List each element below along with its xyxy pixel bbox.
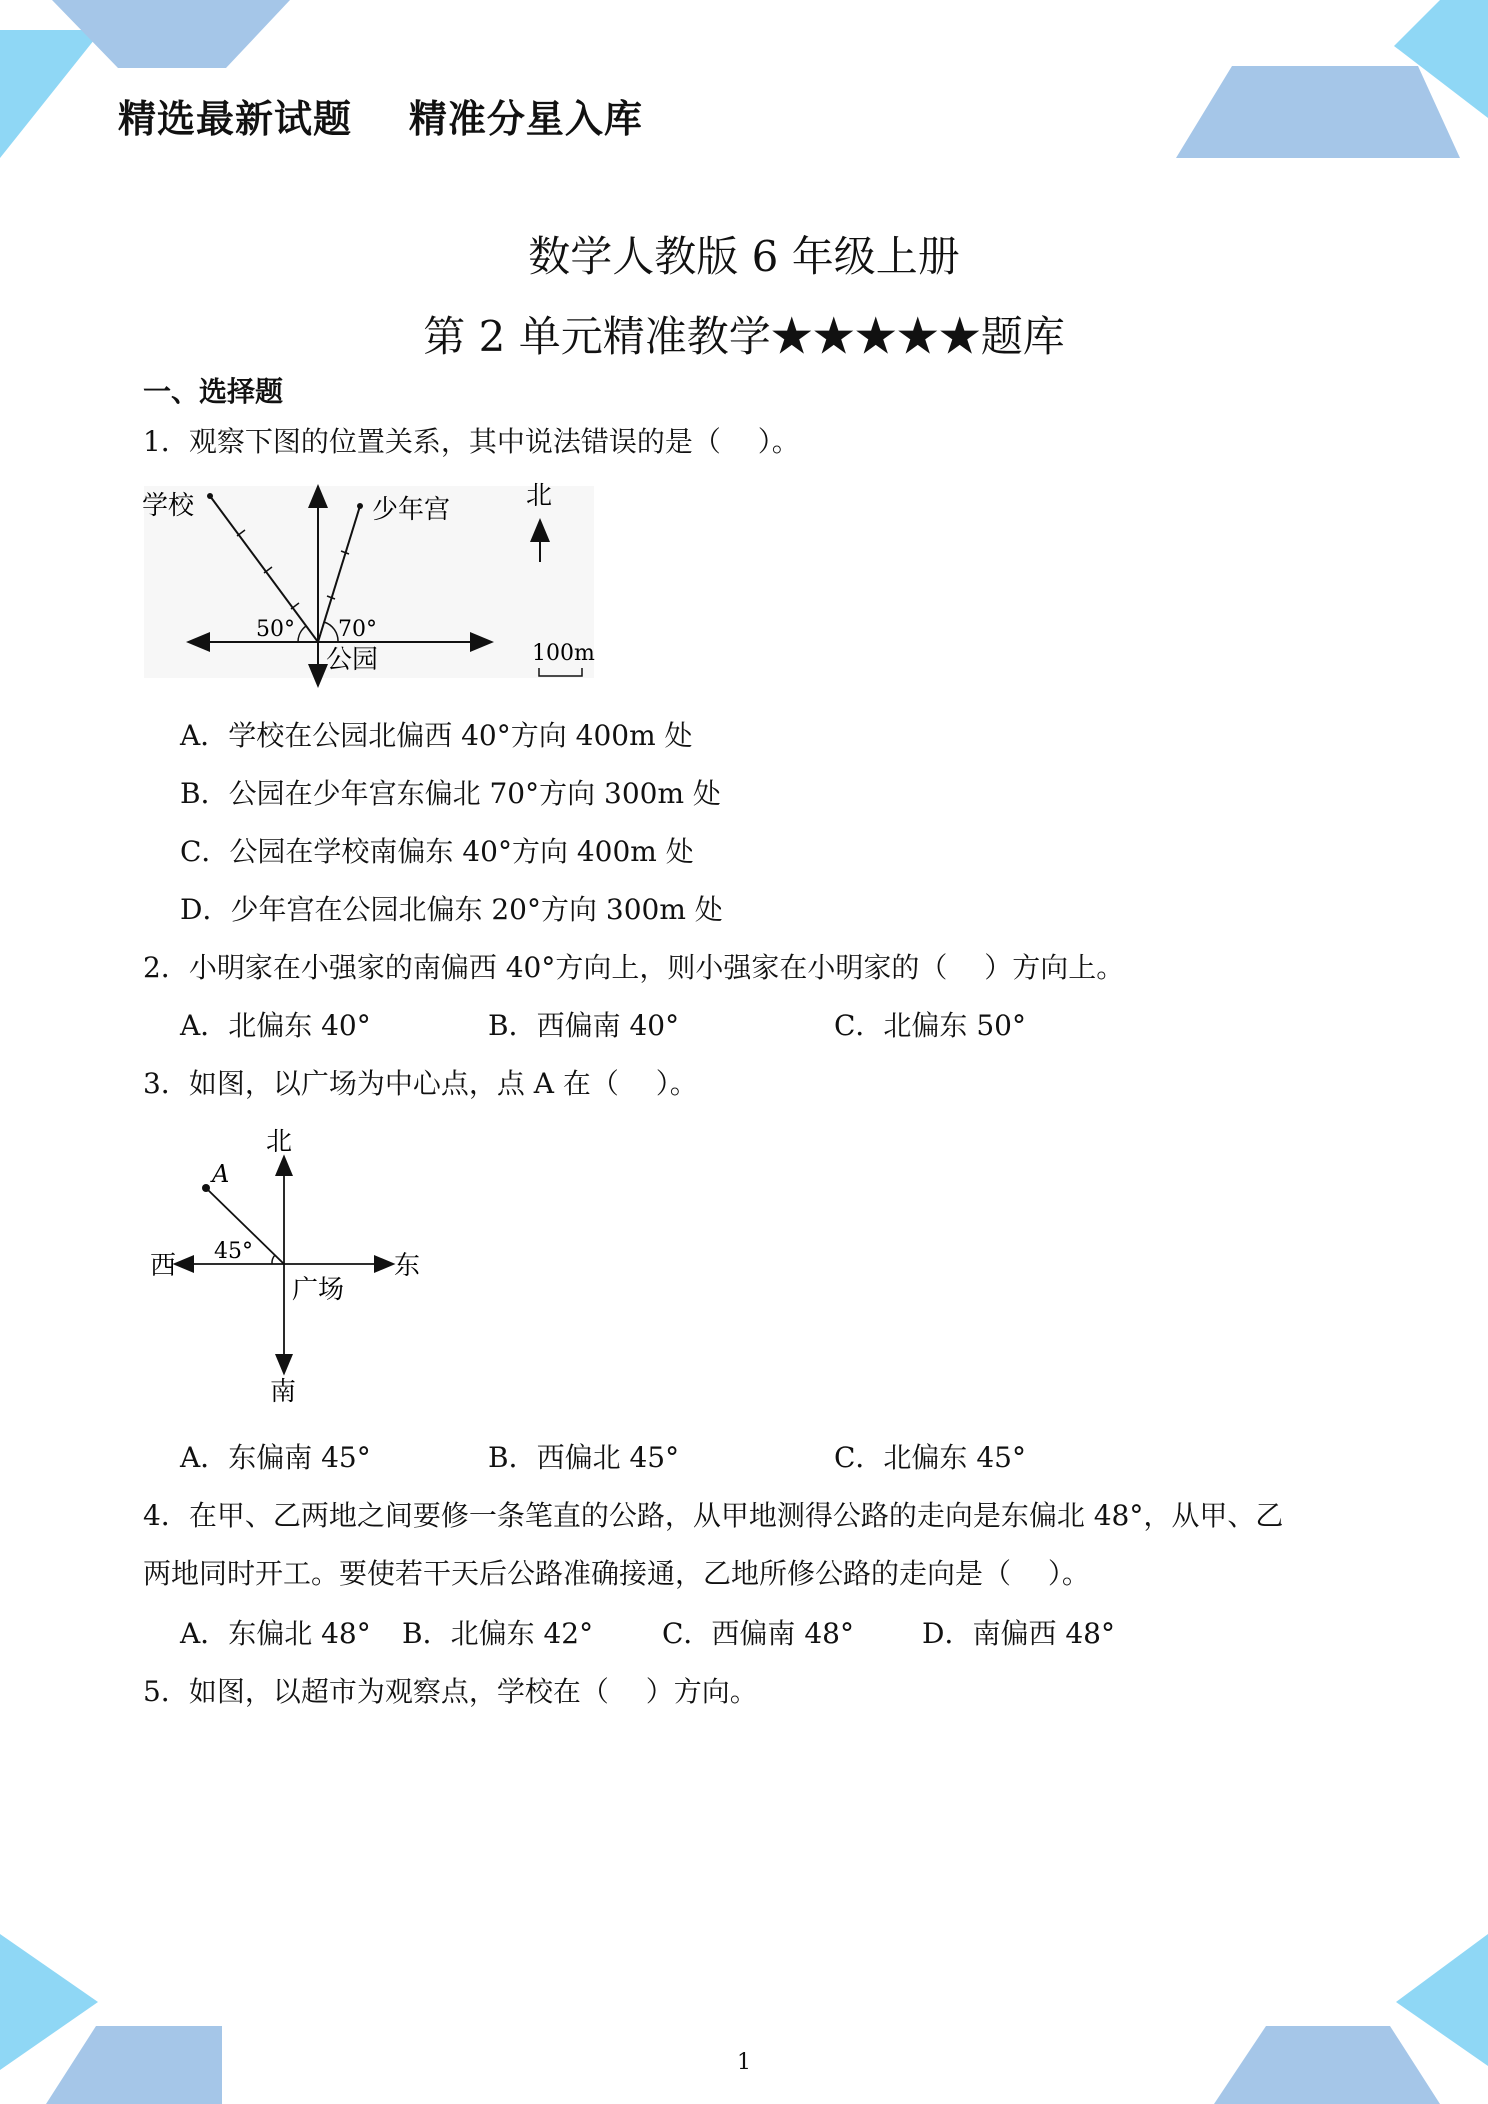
question-1-option-d: D．少年宫在公园北偏东 20°方向 300m 处	[180, 893, 723, 926]
question-4-option-c: C．西偏南 48°	[662, 1617, 854, 1650]
label-south: 南	[270, 1377, 297, 1407]
deco-trapezoid-top-right	[1176, 66, 1460, 158]
question-3-figure	[140, 1122, 440, 1412]
label-park: 公园	[326, 645, 379, 675]
section-heading: 一、选择题	[143, 375, 284, 408]
label-scale: 100m	[532, 641, 595, 666]
label-angle-45: 45°	[214, 1239, 253, 1264]
title-line-2: 第 2 单元精准教学★★★★★题库	[423, 312, 1065, 361]
deco-trapezoid-top-left	[52, 0, 290, 68]
question-1-option-a: A．学校在公园北偏西 40°方向 400m 处	[180, 719, 693, 752]
question-4-option-b: B．北偏东 42°	[402, 1617, 594, 1650]
question-1-stem: 1．观察下图的位置关系，其中说法错误的是（ ）。	[143, 425, 800, 458]
question-2-option-b: B．西偏南 40°	[488, 1009, 680, 1042]
question-3-option-a: A．东偏南 45°	[180, 1441, 371, 1474]
label-west: 西	[150, 1251, 177, 1281]
question-4-stem-line-1: 4．在甲、乙两地之间要修一条笔直的公路，从甲地测得公路的走向是东偏北 48°，从甲、乙	[143, 1499, 1284, 1532]
question-3-option-b: B．西偏北 45°	[488, 1441, 680, 1474]
title-line-1: 数学人教版 6 年级上册	[528, 232, 960, 281]
question-4-option-a: A．东偏北 48°	[180, 1617, 371, 1650]
header-slogan: 精选最新试题 精准分星入库	[118, 97, 643, 141]
label-youth-palace: 少年宫	[372, 495, 451, 525]
question-2-option-a: A．北偏东 40°	[180, 1009, 371, 1042]
school-point	[207, 493, 213, 499]
label-point-a: A	[212, 1160, 230, 1188]
question-4-stem-line-2: 两地同时开工。要使若干天后公路准确接通，乙地所修公路的走向是（ ）。	[143, 1557, 1090, 1590]
question-4-option-d: D．南偏西 48°	[922, 1617, 1115, 1650]
label-north: 北	[266, 1127, 293, 1157]
label-center: 广场	[292, 1275, 345, 1305]
label-angle-70: 70°	[338, 617, 377, 642]
point-a	[202, 1184, 210, 1192]
question-2-option-c: C．北偏东 50°	[834, 1009, 1026, 1042]
deco-triangle-top-left	[0, 30, 102, 158]
question-3-option-c: C．北偏东 45°	[834, 1441, 1026, 1474]
deco-triangle-bottom-right	[1396, 1934, 1488, 2066]
question-5-stem: 5．如图，以超市为观察点，学校在（ ）方向。	[143, 1675, 758, 1708]
page-number: 1	[737, 2050, 751, 2075]
question-2-stem: 2．小明家在小强家的南偏西 40°方向上，则小强家在小明家的（ ）方向上。	[143, 951, 1125, 984]
label-north: 北	[526, 481, 553, 511]
youth-palace-point	[357, 503, 363, 509]
question-3-stem: 3．如图，以广场为中心点，点 A 在（ ）。	[143, 1067, 698, 1100]
question-1-option-b: B．公园在少年宫东偏北 70°方向 300m 处	[180, 777, 721, 810]
label-east: 东	[394, 1251, 421, 1281]
label-school: 学校	[142, 491, 195, 521]
question-1-option-c: C．公园在学校南偏东 40°方向 400m 处	[180, 835, 694, 868]
label-angle-50: 50°	[256, 617, 295, 642]
question-1-figure	[140, 472, 600, 694]
